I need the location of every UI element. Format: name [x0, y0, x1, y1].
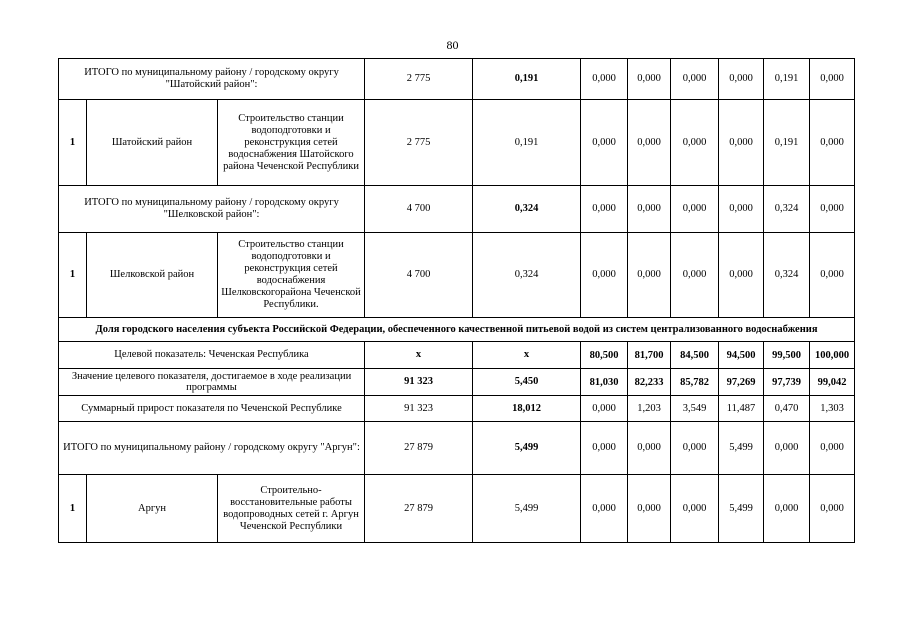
data-table — [58, 58, 855, 543]
year-cell: 0,191 — [764, 100, 810, 186]
year-cell: 0,191 — [764, 59, 810, 100]
year-cell: 0,000 — [810, 100, 855, 186]
year-cell: 81,700 — [628, 342, 671, 369]
total-row-shelkovskoy — [59, 186, 855, 233]
district-cell: Аргун — [87, 475, 218, 543]
year-cell: 0,324 — [764, 233, 810, 318]
year-cell: 0,000 — [719, 59, 764, 100]
year-cell: 0,324 — [764, 186, 810, 233]
total-row-shatoy — [59, 59, 855, 100]
year-cell: 0,000 — [810, 59, 855, 100]
year-cell: 0,000 — [671, 233, 719, 318]
total-value-cell: 0,191 — [473, 100, 581, 186]
year-cell: 0,000 — [810, 233, 855, 318]
amount-cell: 27 879 — [365, 422, 473, 475]
indicator-row-target — [59, 342, 855, 369]
amount-cell: 91 323 — [365, 369, 473, 396]
year-cell: 0,470 — [764, 396, 810, 422]
total-label: ИТОГО по муниципальному району / городскому округу "Шатойский район": — [59, 59, 365, 100]
year-cell: 81,030 — [581, 369, 628, 396]
section-heading-row — [59, 318, 855, 342]
year-cell: 0,000 — [810, 475, 855, 543]
year-cell: 5,499 — [719, 422, 764, 475]
amount-cell: 4 700 — [365, 186, 473, 233]
amount-cell: 91 323 — [365, 396, 473, 422]
description-cell: Строительство станции водоподготовки и реконструкция сетей водоснабжения Шелковскогорайона Чеченской Республики. — [218, 233, 365, 318]
year-cell: 0,000 — [581, 100, 628, 186]
year-cell: 3,549 — [671, 396, 719, 422]
district-cell: Шелковской район — [87, 233, 218, 318]
total-label: ИТОГО по муниципальному району / городскому округу "Шелковской район": — [59, 186, 365, 233]
year-cell: 0,000 — [628, 475, 671, 543]
year-cell: 0,000 — [671, 59, 719, 100]
year-cell: 0,000 — [671, 186, 719, 233]
year-cell: 1,203 — [628, 396, 671, 422]
year-cell: 5,499 — [719, 475, 764, 543]
total-value-cell: 5,450 — [473, 369, 581, 396]
year-cell: 0,000 — [671, 475, 719, 543]
year-cell: 0,000 — [671, 422, 719, 475]
project-row-shelkovskoy — [59, 233, 855, 318]
total-label: ИТОГО по муниципальному району / городскому округу "Аргун": — [59, 422, 365, 475]
year-cell: 0,000 — [719, 186, 764, 233]
year-cell: 84,500 — [671, 342, 719, 369]
year-cell: 99,042 — [810, 369, 855, 396]
year-cell: 0,000 — [764, 475, 810, 543]
description-cell: Строительство станции водоподготовки и реконструкция сетей водоснабжения Шатойского района Чеченской Республики — [218, 100, 365, 186]
row-number: 1 — [59, 233, 87, 318]
year-cell: 0,000 — [810, 422, 855, 475]
year-cell: 0,000 — [671, 100, 719, 186]
year-cell: 0,000 — [581, 422, 628, 475]
year-cell: 1,303 — [810, 396, 855, 422]
total-value-cell: 0,324 — [473, 186, 581, 233]
year-cell: 0,000 — [628, 186, 671, 233]
year-cell: 0,000 — [628, 100, 671, 186]
year-cell: 99,500 — [764, 342, 810, 369]
year-cell: 0,000 — [719, 233, 764, 318]
year-cell: 97,739 — [764, 369, 810, 396]
amount-cell: 27 879 — [365, 475, 473, 543]
amount-cell: x — [365, 342, 473, 369]
year-cell: 94,500 — [719, 342, 764, 369]
year-cell: 0,000 — [719, 100, 764, 186]
district-cell: Шатойский район — [87, 100, 218, 186]
amount-cell: 2 775 — [365, 100, 473, 186]
year-cell: 100,000 — [810, 342, 855, 369]
amount-cell: 4 700 — [365, 233, 473, 318]
year-cell: 0,000 — [581, 396, 628, 422]
description-cell: Строительно-восстановительные работы водопроводных сетей г. Аргун Чеченской Республики — [218, 475, 365, 543]
page-number: 80 — [446, 38, 459, 52]
year-cell: 0,000 — [581, 59, 628, 100]
year-cell: 11,487 — [719, 396, 764, 422]
total-row-argun — [59, 422, 855, 475]
year-cell: 97,269 — [719, 369, 764, 396]
year-cell: 0,000 — [581, 186, 628, 233]
row-number: 1 — [59, 475, 87, 543]
indicator-row-achieved — [59, 369, 855, 396]
indicator-label: Значение целевого показателя, достигаемое в ходе реализации программы — [59, 369, 365, 396]
total-value-cell: 0,191 — [473, 59, 581, 100]
year-cell: 0,000 — [628, 59, 671, 100]
total-value-cell: x — [473, 342, 581, 369]
year-cell: 0,000 — [810, 186, 855, 233]
year-cell: 0,000 — [628, 422, 671, 475]
section-heading: Доля городского населения субъекта Российской Федерации, обеспеченного качественной питьевой водой из систем централизованного водоснабжения — [59, 318, 855, 342]
year-cell: 0,000 — [628, 233, 671, 318]
amount-cell: 2 775 — [365, 59, 473, 100]
year-cell: 0,000 — [581, 475, 628, 543]
row-number: 1 — [59, 100, 87, 186]
year-cell: 80,500 — [581, 342, 628, 369]
indicator-label: Целевой показатель: Чеченская Республика — [59, 342, 365, 369]
indicator-row-growth — [59, 396, 855, 422]
project-row-shatoy — [59, 100, 855, 186]
total-value-cell: 18,012 — [473, 396, 581, 422]
indicator-label: Суммарный прирост показателя по Чеченской Республике — [59, 396, 365, 422]
total-value-cell: 5,499 — [473, 422, 581, 475]
year-cell: 82,233 — [628, 369, 671, 396]
project-row-argun — [59, 475, 855, 543]
total-value-cell: 0,324 — [473, 233, 581, 318]
total-value-cell: 5,499 — [473, 475, 581, 543]
year-cell: 0,000 — [581, 233, 628, 318]
year-cell: 85,782 — [671, 369, 719, 396]
year-cell: 0,000 — [764, 422, 810, 475]
